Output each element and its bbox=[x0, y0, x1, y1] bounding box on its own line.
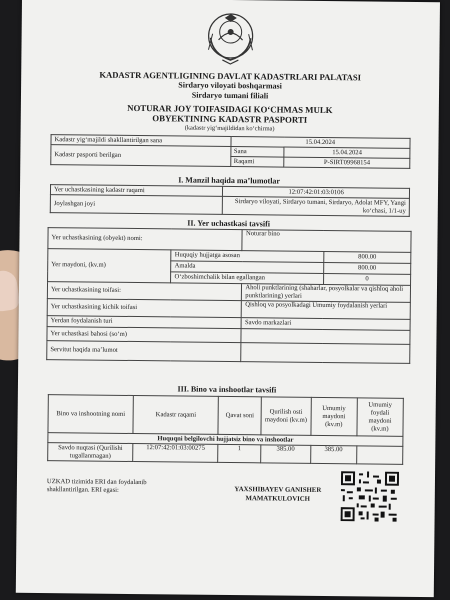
buildings-subheader: Huquqni belgilovchi hujjatsiz bino va inshootlar bbox=[48, 433, 403, 447]
foydalanish-turi-value: Savdo markazlari bbox=[241, 318, 410, 331]
eri-note: UZKAD tizimida ERI dan foydalanib shakllantirilgan. ERI egasi: bbox=[46, 478, 147, 494]
passport-label: Kadastr pasporti berilgan bbox=[51, 145, 231, 167]
sana-value: 15.04.2024 bbox=[284, 147, 410, 158]
huquqiy-label: Huquqiy hujjatga asosan bbox=[171, 250, 324, 263]
building-foydali bbox=[356, 446, 402, 464]
foydalanish-turi-label: Yerdan foydalanish turi bbox=[47, 316, 242, 329]
kichik-toifa-value: Qishloq va posyolkadagi Umumiy foydalanish yerlari bbox=[242, 301, 411, 320]
agency-title: KADASTR AGENTLIGINING DAVLAT KADASTRLARI PALATASI bbox=[99, 69, 362, 83]
address-table bbox=[50, 184, 410, 217]
ozbosh-value: 0 bbox=[323, 273, 410, 285]
raqami-label: Raqami bbox=[230, 157, 284, 168]
signer-name bbox=[223, 485, 333, 504]
buildings-table bbox=[47, 394, 404, 465]
col-header-umumiy: Umumiy maydoni (kv.m) bbox=[311, 397, 358, 435]
obyekt-value: Noturar bino bbox=[242, 230, 411, 253]
joylashgan-value: Sirdaryo viloyati, Sirdaryo tumani, Sirdaryo, Adolat MFY, Yangi ko‘chasi, 1/1-uy bbox=[223, 196, 410, 216]
joylashgan-label: Joylashgan joyi bbox=[50, 195, 222, 215]
district-branch: Sirdaryo tumani filiali bbox=[191, 90, 269, 101]
raqami-value: P-SIRT09968154 bbox=[284, 157, 410, 168]
document-subtitle: (kadastr yig‘majildidan ko‘chirma) bbox=[184, 124, 275, 133]
toifa-label: Yer uchastkasining toifasi: bbox=[47, 282, 242, 301]
building-kadastr: 12:07:42:01:03:00275 bbox=[133, 443, 218, 462]
shakl-value: 15.04.2024 bbox=[230, 137, 410, 149]
building-umumiy: 385.00 bbox=[310, 445, 356, 463]
building-qavat: 1 bbox=[218, 444, 261, 462]
col-header-foydali: Umumiy foydali maydoni (kv.m) bbox=[357, 398, 404, 436]
huquqiy-value: 800.00 bbox=[324, 251, 411, 263]
registry-table bbox=[50, 134, 410, 169]
sana-label: Sana bbox=[230, 147, 284, 158]
servitut-label: Servitut haqida ma’lumot bbox=[47, 341, 242, 362]
col-header-nomi: Bino va inshootning nomi bbox=[48, 395, 134, 434]
kichik-toifa-label: Yer uchastkasining kichik toifasi bbox=[47, 299, 242, 318]
land-table bbox=[46, 227, 411, 364]
thumbnail-nail bbox=[0, 269, 21, 313]
col-header-qurilish: Qurilish osti maydoni (kv.m) bbox=[261, 397, 311, 436]
building-name: Savdo nuqtasi (Qurilishi tugallanmagan) bbox=[48, 443, 133, 462]
maydon-label: Yer maydoni, (kv.m) bbox=[48, 249, 172, 283]
toifa-value: Aholi punktlarining (shaharlar, posyolkalar va qishloq aholi punktlarining) yerlari bbox=[242, 284, 411, 303]
signer-line2: MAMATKULOVICH bbox=[245, 495, 311, 503]
col-header-kadastr: Kadastr raqami bbox=[133, 396, 219, 435]
section3-title: III. Bino va inshootlar tavsifi bbox=[177, 384, 277, 395]
state-emblem-icon bbox=[204, 10, 257, 67]
region-office: Sirdaryo viloyati boshqarmasi bbox=[178, 80, 282, 91]
signer-line1: YAXSHIBAYEV GANISHER bbox=[234, 486, 322, 494]
kadastr-raqam-label: Yer uchastkasining kadastr raqami bbox=[50, 185, 222, 197]
building-qurilish: 385.00 bbox=[261, 445, 311, 464]
document-title-line1: NOTURAR JOY TOIFASIDAGI KO‘CHMAS MULK bbox=[127, 102, 333, 116]
section1-title: I. Manzil haqida ma’lumotlar bbox=[178, 175, 281, 186]
kadastr-raqam-value: 12:07:42:01:03:0106 bbox=[223, 186, 410, 198]
col-header-qavat: Qavat soni bbox=[218, 396, 261, 434]
qr-code-icon bbox=[341, 471, 400, 522]
section2-title: II. Yer uchastkasi tavsifi bbox=[187, 218, 271, 229]
amalda-label: Amalda bbox=[171, 261, 324, 274]
bahosi-label: Yer uchastkasi bahosi (so‘m) bbox=[47, 327, 242, 343]
shakl-label: Kadastr yig‘majildi shakllantirilgan sana bbox=[51, 135, 231, 147]
ozbosh-label: O‘zboshimchalik bilan egallangan bbox=[171, 272, 324, 285]
cadastral-passport-document bbox=[16, 0, 440, 597]
document-title-line2: OBYEKTINING KADASTR PASPORTI bbox=[152, 113, 308, 125]
amalda-value: 800.00 bbox=[324, 262, 411, 274]
obyekt-label: Yer uchastkasining (obyekt) nomi: bbox=[48, 228, 243, 251]
servitut-value bbox=[241, 343, 410, 364]
